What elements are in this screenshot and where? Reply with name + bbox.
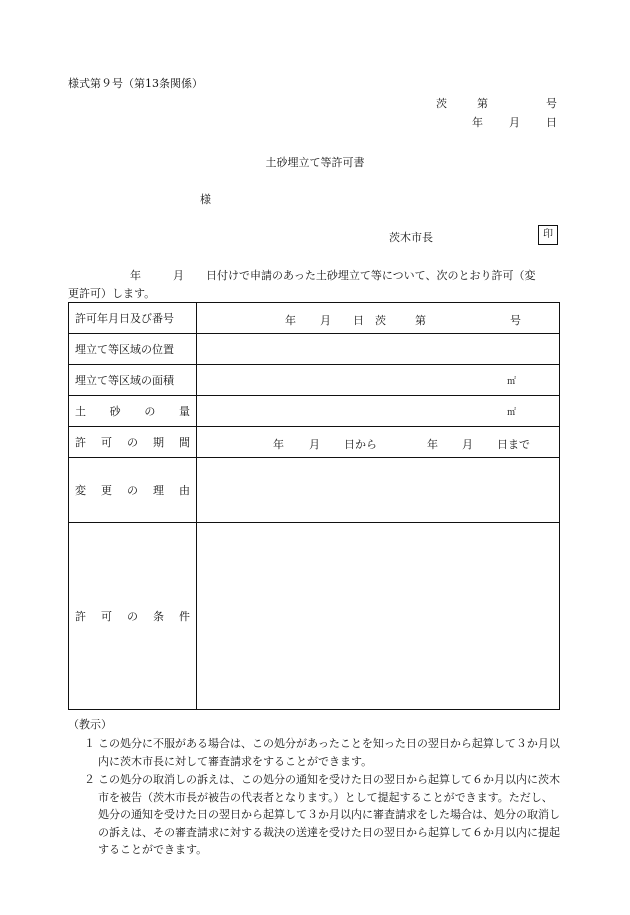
label-char: の [127,610,138,623]
table-row [69,427,560,458]
note-number: １ [84,737,95,750]
date-year: 年 [472,116,483,129]
label-char: 可 [101,610,112,623]
label-char: 期 [153,436,164,449]
table-row [69,396,560,427]
note-number: ２ [84,773,95,786]
note-item [68,735,560,770]
body-line1: 日付けで申請のあった土砂埋立て等について、次のとおり許可（変 [206,269,536,282]
to-day: 日まで [497,438,530,451]
number-mid: 第 [477,97,488,110]
label-char: 砂 [109,405,121,418]
permit-month: 月 [320,314,331,327]
label-char: 理 [153,484,164,497]
from-month: 月 [309,438,320,451]
label-char: 可 [101,436,112,449]
notes-heading: （教示） [68,718,112,731]
label-char: 変 [75,484,86,497]
label-char: の [144,405,156,418]
value-permit-conditions [197,523,560,710]
document-number [436,98,557,109]
label-permit-period [69,427,197,458]
table-row [69,523,560,710]
permit-prefix: 茨 [375,314,386,327]
date-month: 月 [509,116,520,129]
label-char: 条 [153,610,164,623]
permit-day: 日 [353,314,364,327]
notes-section [68,716,560,859]
label-char: 土 [75,405,86,418]
note-text: この処分の取消しの訴えは、この処分の通知を受けた日の翌日から起算して６か月以内に茨木市を被告（茨木市長が被告の代表者となります。）として提起することができます。ただし、処分の通知を受けた日の翌日から起算して３か月以内に審査請求をした場合は、処分の取消しの訴えは、その審査請求に対する裁決の送達を受けた日の翌日から起算して６か月以内に提起することができます。 [98,773,560,856]
label-permit-date-number: 許可年月日及び番号 [69,303,197,334]
number-prefix: 茨 [436,97,447,110]
label-char: の [127,484,138,497]
issuer-name: 茨木市長 [389,231,433,244]
label-char: 量 [178,405,190,418]
permit-year: 年 [285,314,296,327]
label-char: 由 [179,484,190,497]
permit-table [68,302,560,710]
area-unit: ㎡ [507,377,517,387]
label-permit-conditions [69,523,197,710]
value-area-location [197,334,560,365]
soil-unit: ㎡ [507,408,517,418]
label-char: の [127,436,138,449]
addressee-suffix: 様 [200,193,211,206]
document-title: 土砂埋立て等許可書 [265,156,365,169]
to-month: 月 [462,438,473,451]
table-row [69,334,560,365]
label-soil-amount [69,396,197,427]
label-char: 許 [75,436,86,449]
label-char: 更 [101,484,112,497]
seal-box: 印 [538,225,558,245]
body-year: 年 [130,269,141,282]
date-day: 日 [546,116,557,129]
note-item [68,771,560,859]
value-change-reason [197,458,560,523]
from-day: 日から [344,438,377,451]
document-date [472,117,557,128]
note-text: この処分に不服がある場合は、この処分があったことを知った日の翌日から起算して３か月以内に茨木市長に対して審査請求をすることができます。 [98,737,560,768]
label-char: 件 [179,610,190,623]
from-year: 年 [273,438,284,451]
to-year: 年 [427,438,438,451]
label-area-location: 埋立て等区域の位置 [69,334,197,365]
permit-mid: 第 [415,314,426,327]
table-row [69,303,560,334]
table-row [69,458,560,523]
label-char: 許 [75,610,86,623]
form-id: 様式第９号（第13条関係） [68,77,203,90]
permit-suffix: 号 [510,314,521,327]
value-permit-period [197,427,560,458]
label-change-reason [69,458,197,523]
number-suffix: 号 [546,97,557,110]
body-line2: 更許可）します。 [68,287,156,300]
value-area-size [197,365,560,396]
table-row [69,365,560,396]
value-permit-date-number [197,303,560,334]
body-text [68,267,560,303]
label-area-size: 埋立て等区域の面積 [69,365,197,396]
value-soil-amount [197,396,560,427]
label-char: 間 [179,436,190,449]
body-month: 月 [173,269,184,282]
